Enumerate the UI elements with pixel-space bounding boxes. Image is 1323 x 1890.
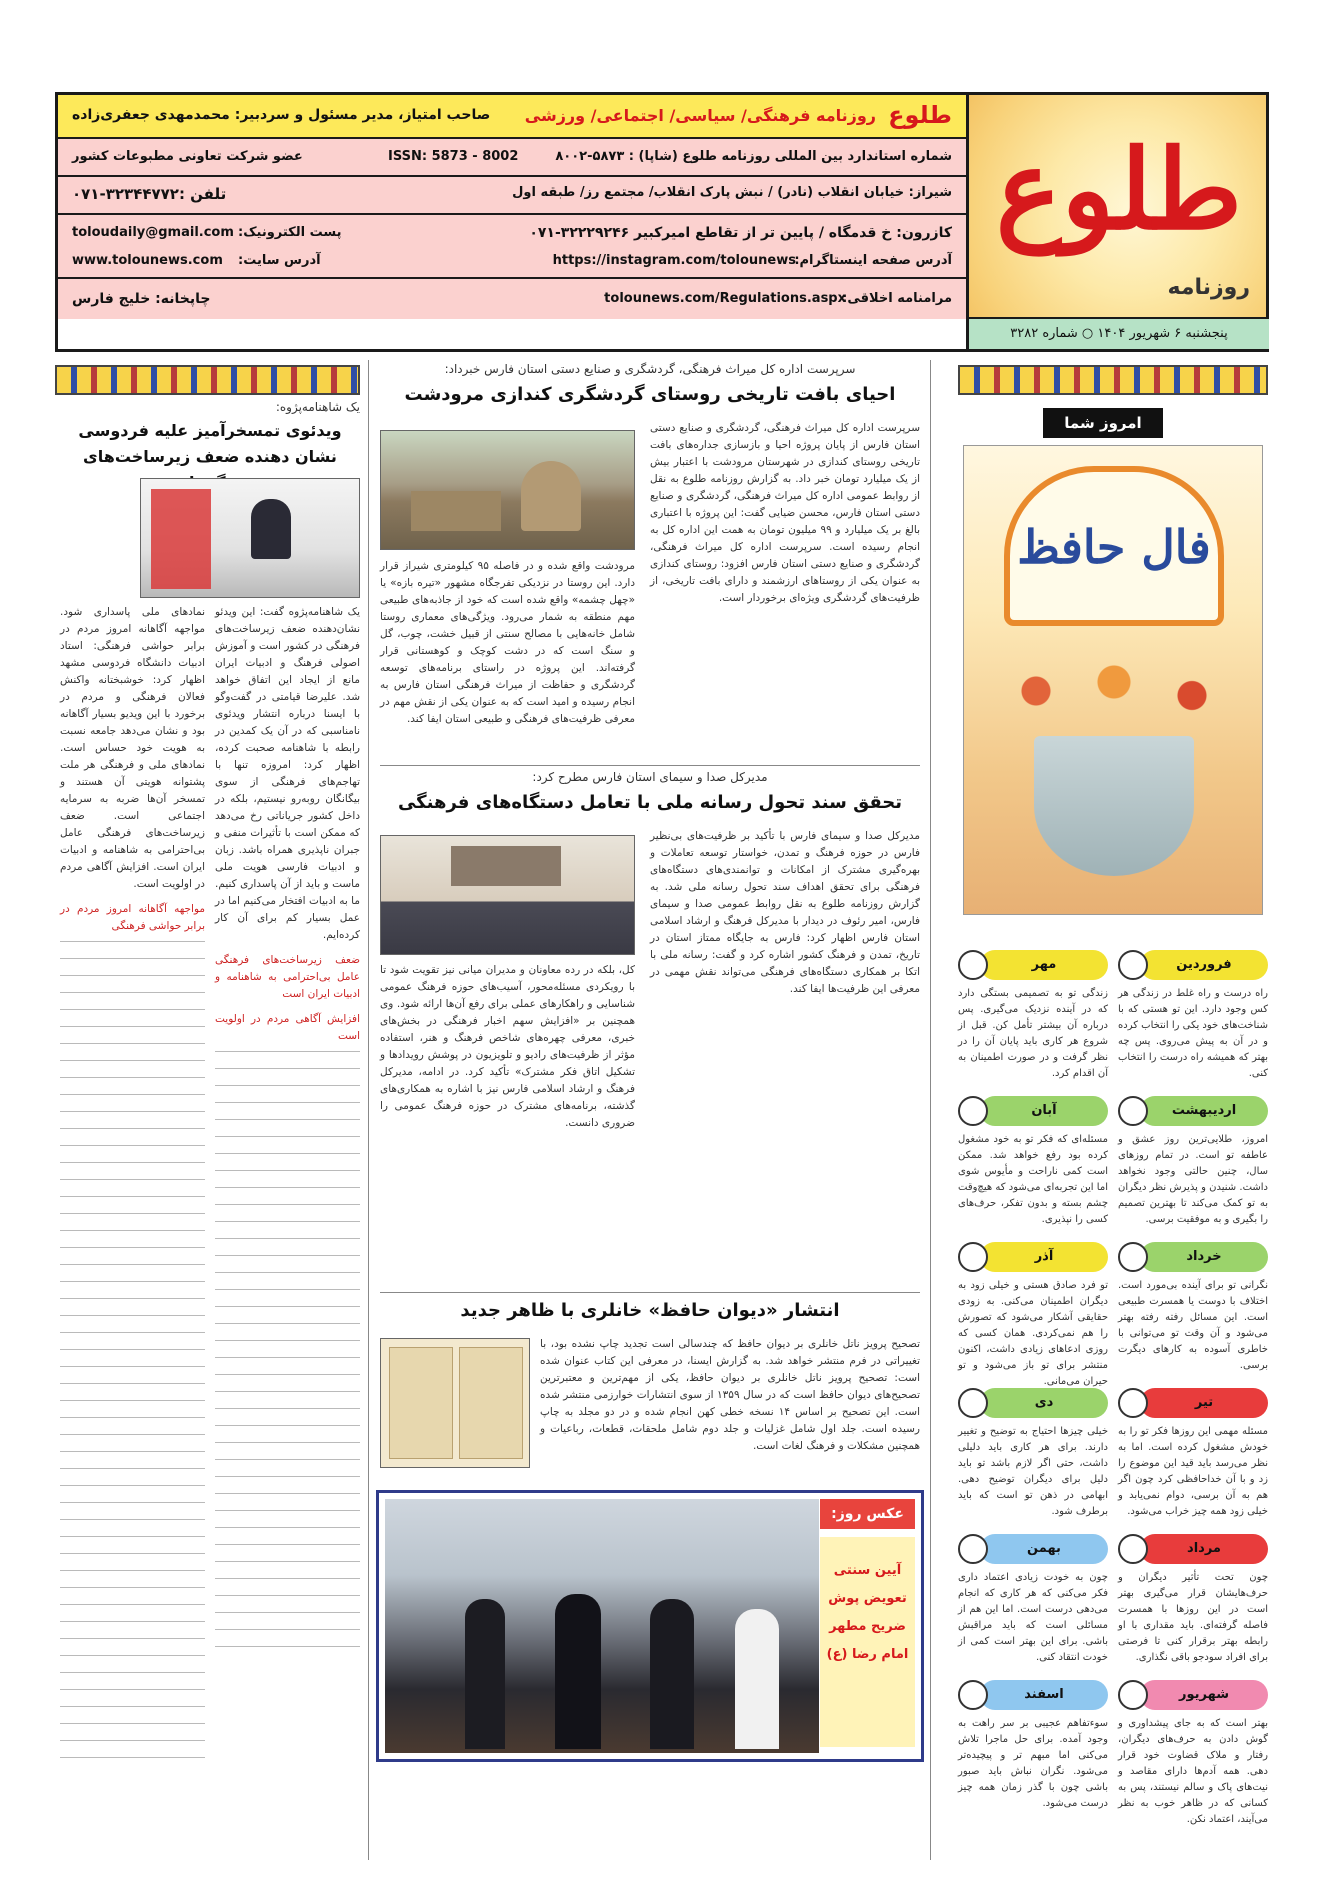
horoscope-sign-name: دی	[980, 1388, 1108, 1418]
brand-name: طلوع	[888, 101, 952, 129]
story4-subhead-3: افزایش آگاهی مردم در اولویت است	[215, 1013, 360, 1042]
cooperative-member: عضو شرکت تعاونی مطبوعات کشور	[72, 149, 303, 164]
owner-line: صاحب امتیاز، مدیر مسئول و سردبیر: محمدمهدی جعفری‌زاده	[72, 107, 491, 123]
horoscope-sign	[1118, 1388, 1268, 1528]
horoscope-sign-text: مسئله مهمی این روزها فکر تو را به خودش مشغول کرده است. اما به نظر می‌رسد باید قید این موضوع را زد و با آن خداحافظی کرد چون اگر هم به آن برسی، دوام نمی‌یابد و خیلی زود همه چیز خراب می‌شود.	[1118, 1426, 1268, 1517]
masthead	[55, 92, 1269, 352]
book-volume-1	[389, 1347, 453, 1459]
issn-line: شماره استاندارد بین المللی روزنامه طلوع (شاپا) : ۵۸۷۳-۸۰۰۲	[555, 149, 952, 164]
figure-shape	[555, 1594, 601, 1749]
zodiac-icon	[958, 1534, 988, 1564]
horoscope-sign	[958, 950, 1108, 1090]
horoscope-sign-name: مهر	[980, 950, 1108, 980]
shrine-ceremony-photo	[385, 1499, 819, 1753]
horoscope-sign-text: راه درست و راه غلط در زندگی هر کس وجود دارد. این تو هستی که با شناخت‌های خود یکی را انتخاب کرده و در آن به پیش می‌روی. پس چه بهتر که همیشه راه درست را انتخاب کنی.	[1118, 988, 1268, 1079]
horoscope-sign	[1118, 1534, 1268, 1674]
meeting-photo	[380, 835, 635, 955]
column-rule	[930, 360, 931, 1860]
email-label: پست الکترونیک:	[238, 225, 342, 240]
horoscope-sign-name: اسفند	[980, 1680, 1108, 1710]
book-volume-2	[459, 1347, 523, 1459]
story2-body-right: مدیرکل صدا و سیمای فارس با تأکید بر ظرفیت‌های بی‌نظیر فارس در حوزه فرهنگ و تمدن، خواستار توسعه تعاملات و بهره‌گیری مشترک از امکانات و توانمندی‌های دستگاه‌های فرهنگی برای تحقق اهداف سند تحول رسانه ملی شد. به گزارش روزنامه طلوع به نقل روابط عمومی صدا و سیمای فارس، امیر رئوف در دیدار با مدیرکل فرهنگ و ارشاد اسلامی استان فارس اظهار کرد: فارس به جایگاه ممتاز استان در تاریخ، تمدن و فرهنگ کشور اشاره کرد و گفت: رسانه ملی با اتکا بر همکاری دستگاه‌های فرهنگی می‌تواند نقش مهمی در معرفی این ظرفیت‌ها ایفا کند.	[650, 830, 920, 995]
story3-headline: انتشار «دیوان حافظ» خانلری با ظاهر جدید	[460, 1300, 840, 1321]
story2-kicker: مدیرکل صدا و سیمای استان فارس مطرح کرد:	[532, 770, 768, 784]
book-cover-photo	[380, 1338, 530, 1468]
photo-of-day-caption: آیین سنتی تعویض پوش ضریح مطهر امام رضا (ع)	[820, 1537, 915, 1747]
divider	[58, 175, 966, 177]
instagram-label: آدرس صفحه اینستاگرام:	[794, 253, 952, 268]
story1-kicker: سرپرست اداره کل میراث فرهنگی، گردشگری و صنایع دستی استان فارس خبرداد:	[444, 362, 856, 376]
zodiac-icon	[958, 950, 988, 980]
story4-body-right	[215, 604, 360, 1854]
horoscope-sign-text: امروز، طلایی‌ترین روز عشق و عاطفه تو است. در تمام روزهای سال، چنین حالتی وجود نخواهد داشت. شنیدن و پذیرش نظر دیگران به تو کمک می‌کند تا بهترین تصمیم را بگیری و به موفقیت برسی.	[1118, 1134, 1268, 1225]
printer-line: چاپخانه: خلیج فارس	[72, 291, 211, 307]
horoscope-sign	[958, 1388, 1108, 1528]
figure-shape	[650, 1599, 694, 1749]
horoscope-sign-name: شهریور	[1140, 1680, 1268, 1710]
poster-title: فال حافظ	[1004, 466, 1224, 626]
hafez-poster	[963, 445, 1263, 915]
horoscope-sign	[1118, 1096, 1268, 1236]
horoscope-sign-text: بهتر است که به جای پیشداوری و گوش دادن به حرف‌های دیگران، رفتار و ملاک قضاوت خود قرار دهی. همه آدم‌ها دارای مقاصد و نیت‌های پاک و سالم نیستند، پس به کسانی که در ظاهر خوب به نظر می‌آیند، اعتماد نکن.	[1118, 1718, 1268, 1825]
zodiac-icon	[1118, 1242, 1148, 1272]
story4-subhead-1: مواجهه آگاهانه امروز مردم در برابر حواشی فرهنگی	[60, 903, 205, 932]
horoscope-sign-name: آذر	[980, 1242, 1108, 1272]
horoscope-sign-text: مسئله‌ای که فکر تو به خود مشغول کرده بود رفع خواهد شد. ممکن است کمی ناراحت و مأیوس شوی اما این تجربه‌ای می‌شود که هیچ‌وقت چشم بسته و بدون تفکر، حرف‌های کسی را نپذیری.	[958, 1134, 1108, 1225]
horoscope-grid	[958, 950, 1268, 1830]
story1-body-left: مرودشت واقع شده و در فاصله ۹۵ کیلومتری شیراز قرار دارد. این روستا در نزدیکی تفرجگاه مشهور «تیره بازه» یا «چهل چشمه» واقع شده است که خود از جاذبه‌های طبیعی مهم منطقه به شمار می‌رود. ویژگی‌های معماری روستا شامل خانه‌هایی با مصالح سنتی از قبیل خشت، چوب، گل و سنگ است که در دشت کوچک و کوهستانی قرار گرفته‌اند. این پروژه در راستای برنامه‌های توسعه گردشگری و حفاظت از میراث فرهنگی استان فارس به انجام رسیده و امید است که به عنوان یکی از نقش مهم در معرفی ظرفیت‌های فرهنگی و طبیعی استان ایفا کند.	[380, 560, 635, 725]
header-row-footer	[58, 279, 966, 319]
instagram-link[interactable]: https://instagram.com/tolounews	[552, 253, 796, 268]
horoscope-sign-name: خرداد	[1140, 1242, 1268, 1272]
mud-tower-shape	[521, 461, 581, 531]
text-lines	[60, 941, 205, 1761]
issue-date-line: پنجشنبه ۶ شهریور ۱۴۰۴ ○ شماره ۳۲۸۲	[969, 317, 1269, 349]
brand-description: روزنامه فرهنگی/ سیاسی/ اجتماعی/ ورزشی	[524, 106, 876, 125]
horoscope-sign-text: خیلی چیزها احتیاج به توضیح و تغییر دارند. برای هر کاری باید دلیلی داشت، حتی اگر لازم باشد تو باید دلیل برای دیگران توضیح دهی. ابهامی در ذهن تو است که باید برطرف شود.	[958, 1426, 1108, 1517]
text-lines	[215, 1051, 360, 1651]
horoscope-sign-name: اردیبهشت	[1140, 1096, 1268, 1126]
mud-house-shape	[411, 491, 501, 531]
horoscope-sign-text: سوءتفاهم عجیبی بر سر راهت به وجود آمده. برای حل ماجرا تلاش می‌کنی اما مبهم تر و پیچیده‌تر می‌شود. نگران نباش باید صبور باشی چون با گذر زمان همه چیز درست می‌شود.	[958, 1718, 1108, 1809]
speaker-shape	[251, 499, 291, 559]
divider	[58, 213, 966, 215]
horoscope-sign-text: تو فرد صادق هستی و خیلی زود به دیگران اطمینان می‌کنی. به زودی حقایقی آشکار می‌شود که تصورش را هم نمی‌کردی. همان کسی که روزی ادعاهای زیادی داشت، اکنون منتشر برای تو باز می‌شود و تو حیران می‌مانی.	[958, 1280, 1108, 1387]
horoscope-sign	[958, 1242, 1108, 1387]
header-row-contacts	[58, 139, 966, 279]
horoscope-sign	[1118, 950, 1268, 1090]
site-link[interactable]: www.tolounews.com	[72, 253, 223, 268]
zodiac-icon	[958, 1242, 988, 1272]
horoscope-sign-name: فروردین	[1140, 950, 1268, 980]
horoscope-sign	[958, 1096, 1108, 1236]
photo-of-day-box	[376, 1490, 924, 1762]
horoscope-sign	[1118, 1242, 1268, 1382]
column-rule	[368, 360, 369, 1860]
story1-body-right: سرپرست اداره کل میراث فرهنگی، گردشگری و صنایع دستی استان فارس از پایان پروژه احیا و بازسازی جداره‌های بافت تاریخی روستای کندازی در شهرستان مرودشت با اعتبار بیش از یک میلیارد تومان خبر داد. به گزارش روزنامه طلوع به نقل از روابط عمومی اداره کل میراث فرهنگی، گردشگری و صنایع دستی استان فارس، محسن ضیایی گفت: این پروژه با اعتباری بالغ بر یک میلیارد و ۹۹ میلیون تومان به همت این اداره کل به انجام رسیده است. سرپرست اداره کل میراث فرهنگی، گردشگری و صنایع دستی استان فارس افزود: روستای کندازی به عنوان یکی از روستاهای ارزشمند و دارای بافت تاریخی، از ظرفیت‌های گردشگری ویژه‌ای برخوردار است.	[650, 422, 920, 604]
horoscope-sign	[958, 1534, 1108, 1674]
vase-shape	[1034, 736, 1194, 876]
logo-box	[966, 95, 1266, 349]
story4-kicker: یک شاهنامه‌پژوه:	[275, 400, 360, 414]
horoscope-sign-text: زندگی تو به تصمیمی بستگی دارد که در آینده نزدیک می‌گیری. پس درباره آن بیشتر تأمل کن. قبل از شروع هر کاری باید پایان آن را در نظر گرفت و در صورت اطمینان به آن اقدام کرد.	[958, 988, 1108, 1079]
ethics-label: مرامنامه اخلاقی:	[842, 291, 952, 306]
issn-latin: ISSN: 5873 - 8002	[388, 149, 519, 164]
shiraz-phone: تلفن :۳۲۳۴۴۷۷۲-۰۷۱	[72, 185, 227, 203]
story-divider	[380, 765, 920, 766]
horoscope-sign-name: بهمن	[980, 1534, 1108, 1564]
story2-body-left: کل، بلکه در رده معاونان و مدیران میانی نیز تقویت شود تا با رویکردی مسئله‌محور، آسیب‌های حوزه فرهنگ عمومی شناسایی و راهکارهای عملی برای رفع آن‌ها ارائه شود. وی همچنین بر «افزایش سهم اخبار فرهنگی در بخش‌های خبری، معرفی چهره‌های شاخص فرهنگ و هنر، استفاده مؤثر از ظرفیت‌های رادیو و تلویزیون در پوشش رویدادها و تشکیل اتاق فکر مشترک» تأکید کرد. در ادامه، مدیرکل فرهنگ و ارشاد اسلامی فارس نیز با اشاره به همکاری‌های گذشته، برنامه‌های مشترک در حوزه فرهنگ عمومی را ضروری دانست.	[380, 964, 635, 1129]
zodiac-icon	[958, 1680, 988, 1710]
decorative-strip	[55, 365, 360, 395]
horoscope-sign	[958, 1680, 1108, 1820]
horoscope-sign-text: چون به خودت زیادی اعتماد داری فکر می‌کنی که هر کاری که انجام می‌دهی درست است. اما این هم از مسائلی است که باید مراقبش باشی. برای این بهتر است کمی از خودت انتقاد کنی.	[958, 1572, 1108, 1663]
flowers-shape	[984, 646, 1244, 736]
horoscope-sign-name: آبان	[980, 1096, 1108, 1126]
horoscope-sign-name: تیر	[1140, 1388, 1268, 1418]
ethics-link[interactable]: tolounews.com/Regulations.aspx	[604, 291, 846, 306]
decorative-strip	[958, 365, 1268, 395]
story4-body-left-text: نمادهای ملی پاسداری شود. مواجهه آگاهانه امروز مردم در برابر حواشی فرهنگی: استاد ادبیات دانشگاه فردوسی مشهد اظهار کرد: خوشبختانه واکنش فعالان فرهنگی و مردم در برخورد با این ویدیو بسیار آگاهانه بود و نشان می‌دهد جامعه نسبت به هویت خود حساس است. نمادهای ملی و فرهنگی هر ملت پشتوانه هویتی آن هستند و تمسخر آن‌ها ضربه به سرمایه اجتماعی است. ضعف زیرساخت‌های فرهنگی عامل بی‌احترامی به شاهنامه و ادبیات ایران است. افزایش آگاهی مردم در اولویت است.	[60, 606, 205, 890]
horoscope-sign-text: چون تحت تأثیر دیگران و حرف‌هایشان قرار می‌گیری بهتر است در این روزها با همسرت فاصله گرفته‌ای. باید مقداری با او رابطه بهتر برقرار کنی تا فرصتی برای افراد سودجو باقی نگذاری.	[1118, 1572, 1268, 1663]
newspaper-logo: طلوع	[995, 125, 1243, 254]
zodiac-icon	[958, 1388, 988, 1418]
story4-headline: ویدئوی تمسخرآمیز علیه فردوسی نشان دهنده ضعف زیرساخت‌های	[78, 421, 342, 466]
horoscope-sign-name: مرداد	[1140, 1534, 1268, 1564]
logo-subtitle: روزنامه	[1167, 275, 1250, 300]
photo-of-day-label: عکس روز:	[820, 1499, 915, 1529]
zodiac-icon	[1118, 950, 1148, 980]
portrait-frames	[451, 846, 561, 886]
story-divider	[380, 1292, 920, 1293]
speaker-photo	[140, 478, 360, 598]
village-photo	[380, 430, 635, 550]
figure-shape	[465, 1599, 505, 1749]
story4-body-left	[60, 604, 205, 1854]
zodiac-icon	[1118, 1680, 1148, 1710]
header-row-title	[58, 95, 966, 139]
story4-subhead-2: ضعف زیرساخت‌های فرهنگی عامل بی‌احترامی به شاهنامه و ادبیات ایران است	[215, 954, 360, 1000]
zodiac-icon	[1118, 1388, 1148, 1418]
horoscope-banner: امروز شما	[1043, 408, 1163, 438]
horoscope-sign	[1118, 1680, 1268, 1825]
story2-headline: تحقق سند تحول رسانه ملی با تعامل دستگاه‌های فرهنگی	[397, 792, 903, 813]
flag-shape	[151, 489, 211, 589]
zodiac-icon	[1118, 1534, 1148, 1564]
figure-shape	[735, 1609, 779, 1749]
story4-body-right-text: یک شاهنامه‌پژوه گفت: این ویدئو نشان‌دهنده ضعف زیرساخت‌های فرهنگی در کشور است و آموزش اصولی فرهنگ و ادبیات ایران مانع از ایجاد این اتفاق خواهد شد. علیرضا قیامتی در گفت‌وگو با ایسنا درباره انتشار ویدئوی نامناسبی که در آن یک کمدین در رابطه با شاهنامه صحبت کرده، اظهار کرد: امروزه تنها با تهاجم‌های فرهنگی از سوی بیگانگان روبه‌رو نیستیم، بلکه در داخل کشور جریاناتی رخ می‌دهد که ممکن است با تأثیرات منفی و جبران ناپذیری همراه باشد. زبان و ادبیات فارسی هویت ملی ماست و باید از آن پاسداری کنیم. ما به ادبیات افتخار می‌کنیم اما در عمل بسیار کم برای آن کار کرده‌ایم.	[215, 606, 360, 941]
email-link[interactable]: toloudaily@gmail.com	[72, 225, 234, 240]
horoscope-sign-text: نگرانی تو برای آینده بی‌مورد است. اختلاف با دوست یا همسرت طبیعی است. این مسائل رفته رفته بهتر می‌شود و آن وقت تو می‌توانی با خاطری آسوده به کارهای دیگرت برسی.	[1118, 1280, 1268, 1371]
site-label: آدرس سایت:	[238, 253, 321, 268]
shiraz-address: شیراز: خیابان انقلاب (نادر) / نبش پارک انقلاب/ مجتمع رز/ طبقه اول	[512, 185, 952, 200]
story1-headline: احیای بافت تاریخی روستای گردشگری کندازی مرودشت	[404, 384, 896, 405]
story3-body: تصحیح پرویز ناتل خانلری بر دیوان حافظ که چندسالی است تجدید چاپ نشده بود، با تغییراتی در فرم منتشر خواهد شد. به گزارش ایسنا، در معرفی این کتاب عنوان شده است: تصحیح پرویز ناتل خانلری بر دیوان حافظ، یکی از مهم‌ترین و معتبرترین تصحیح‌های دیوان حافظ است که در سال ۱۳۵۹ از سوی انتشارات خوارزمی منتشر شده است. این تصحیح بر اساس ۱۴ نسخه خطی کهن انجام شده و در دو مجلد به چاپ رسیده است. جلد اول شامل غزلیات و جلد دوم شامل ملحقات، قطعات، رباعیات و همچنین مشکلات و فرهنگ لغات است.	[540, 1338, 920, 1452]
kazerun-address: کازرون: خ قدمگاه / پایین تر از تقاطع امیرکبیر ۳۲۲۲۹۲۴۶-۰۷۱	[529, 225, 952, 241]
zodiac-icon	[958, 1096, 988, 1126]
zodiac-icon	[1118, 1096, 1148, 1126]
